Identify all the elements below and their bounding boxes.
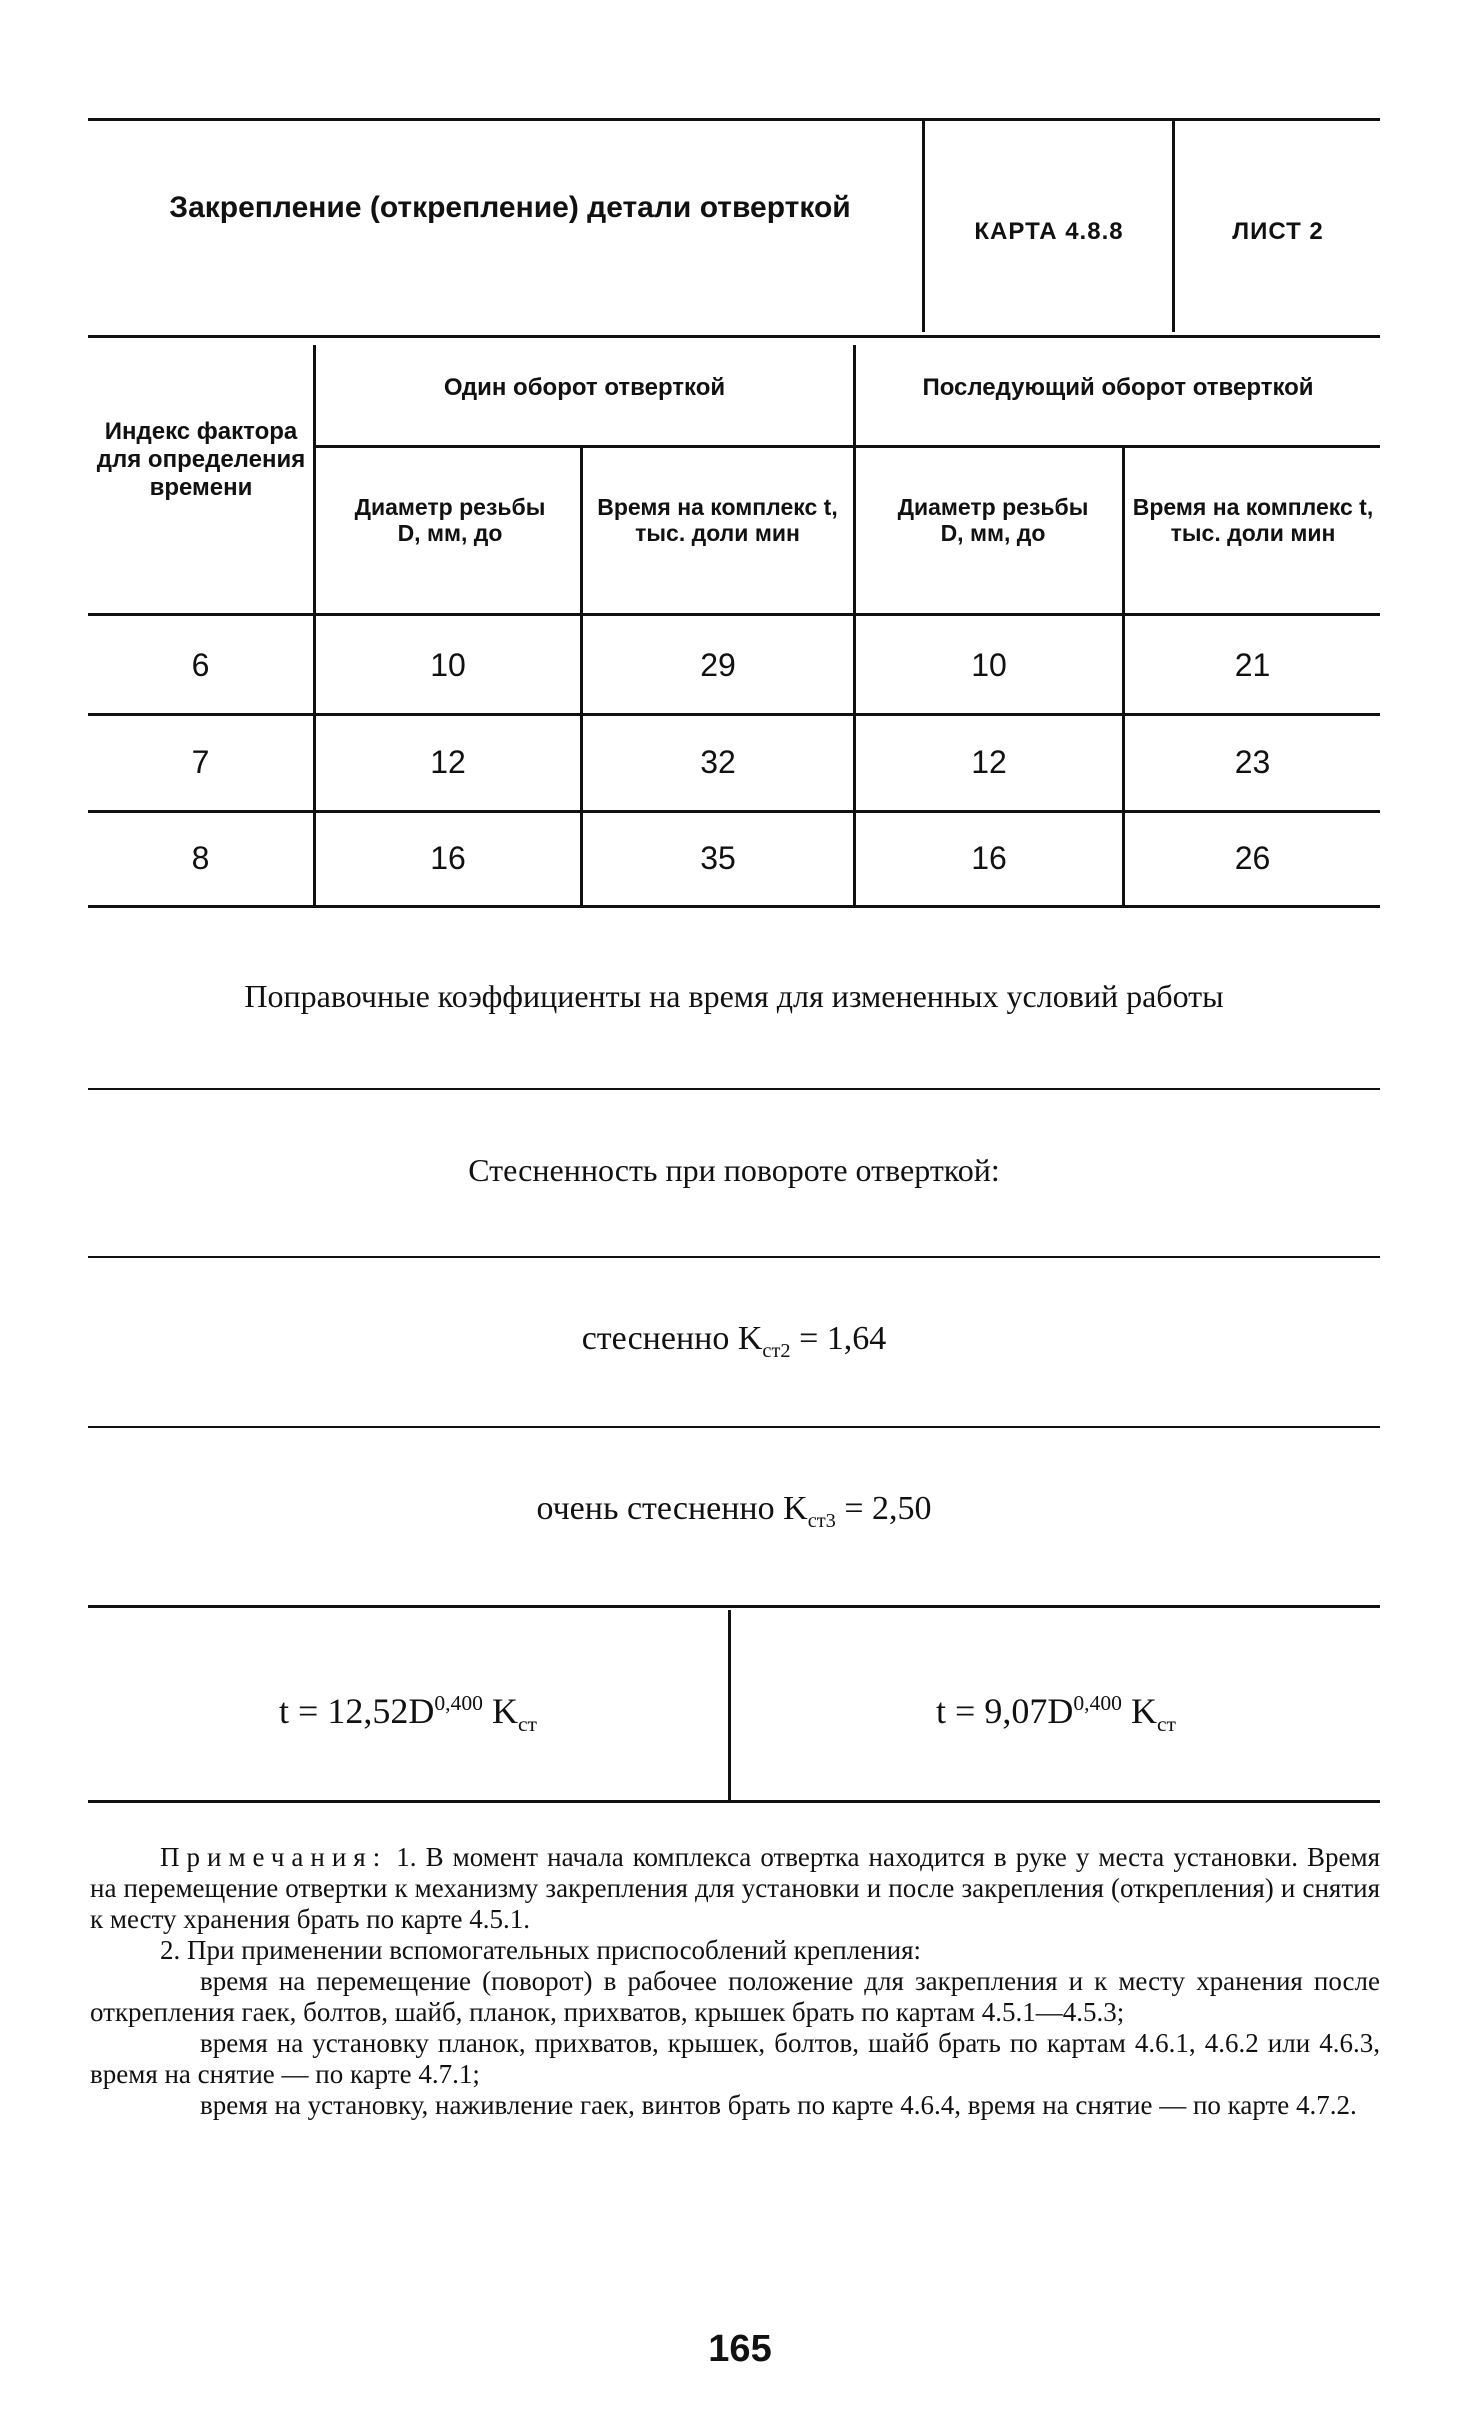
formula-left-k-subscript: ст xyxy=(517,1712,537,1737)
page-number: 165 xyxy=(708,2328,772,2370)
table-bottom-rule xyxy=(88,905,1380,908)
note-1 xyxy=(90,1842,1380,1935)
formula-left-exponent: 0,400 xyxy=(434,1691,483,1715)
col-divider-group xyxy=(853,345,856,905)
index-column-header: Индекс фактора для определения времени xyxy=(96,418,306,501)
formula-right-exponent: 0,400 xyxy=(1073,1691,1122,1715)
row-2-diameter-one: 12 xyxy=(430,744,466,780)
very-cramped-coefficient xyxy=(88,1490,1380,1533)
header-divider-1 xyxy=(922,120,925,332)
header-top-rule xyxy=(88,118,1380,121)
time-header-one: Время на комплекс t, тыс. доли мин xyxy=(597,494,838,546)
very-cramped-value: = 2,50 xyxy=(844,1490,932,1527)
group-header-rule-left xyxy=(316,445,853,448)
formulas-divider xyxy=(728,1610,731,1800)
corrections-rule-1 xyxy=(88,1088,1380,1090)
note-3: время на перемещение (поворот) в рабочее положение для закрепления и к месту хранения после открепления гаек, болтов, шайб, планок, прихватов, крышек брать по картам 4.5.1—4.5.3; xyxy=(90,1966,1380,2027)
notes-label: Примечания: xyxy=(160,1842,388,1872)
col-divider-index xyxy=(313,345,316,905)
sheet-number: ЛИСТ 2 xyxy=(1232,218,1324,245)
corrections-subheading: Стесненность при повороте отверткой: xyxy=(468,1152,1000,1188)
row-2-bottom-rule xyxy=(88,810,1380,813)
row-3-diameter-next: 16 xyxy=(971,840,1007,876)
notes-block xyxy=(90,1842,1380,2121)
row-2-diameter-next: 12 xyxy=(971,744,1007,780)
note-5: время на установку, наживление гаек, винтов брать по карте 4.6.4, время на снятие — по карте 4.7.2. xyxy=(200,2090,1357,2120)
cramped-value: = 1,64 xyxy=(799,1320,887,1357)
row-2-index: 7 xyxy=(191,744,210,780)
diameter-header-next: Диаметр резьбы D, мм, до xyxy=(897,494,1089,546)
row-3-time-one: 35 xyxy=(700,840,736,876)
formula-right-prefix: t = 9,07D xyxy=(936,1691,1074,1731)
formula-next-turn xyxy=(732,1690,1380,1737)
formulas-bottom-rule xyxy=(88,1800,1380,1803)
diameter-header-one: Диаметр резьбы D, мм, до xyxy=(354,494,546,546)
group-header-rule-right xyxy=(856,445,1380,448)
formula-one-turn xyxy=(88,1690,728,1737)
row-1-diameter-one: 10 xyxy=(430,647,466,683)
corrections-heading: Поправочные коэффициенты на время для измененных условий работы xyxy=(244,978,1224,1014)
card-number: КАРТА 4.8.8 xyxy=(974,218,1124,245)
note-1-text: 1. В момент начала комплекса отвертка находится в руке у места установки. Время на перемещение отвертки к механизму закрепления для установки и после закрепления (открепления) и снятия к месту хранения брать по карте 4.5.1. xyxy=(90,1842,1380,1934)
time-header-next: Время на комплекс t, тыс. доли мин xyxy=(1132,494,1374,546)
group-header-next-turn: Последующий оборот отверткой xyxy=(922,374,1314,401)
corrections-rule-2 xyxy=(88,1256,1380,1258)
note-2: 2. При применении вспомогательных приспособлений крепления: xyxy=(160,1935,921,1965)
formula-left-prefix: t = 12,52D xyxy=(279,1691,435,1731)
cramped-label: стесненно K xyxy=(581,1320,763,1357)
table-header-bottom-rule xyxy=(88,613,1380,616)
row-1-bottom-rule xyxy=(88,713,1380,716)
formula-left-k: K xyxy=(491,1691,518,1731)
corrections-rule-3 xyxy=(88,1426,1380,1428)
formula-right-k-subscript: ст xyxy=(1156,1712,1176,1737)
very-cramped-label: очень стесненно K xyxy=(536,1490,808,1527)
row-3-diameter-one: 16 xyxy=(430,840,466,876)
row-1-diameter-next: 10 xyxy=(971,647,1007,683)
header-bottom-rule xyxy=(88,335,1380,338)
row-3-index: 8 xyxy=(191,840,210,876)
header-divider-2 xyxy=(1172,120,1175,332)
row-1-time-one: 29 xyxy=(700,647,736,683)
note-4: время на установку планок, прихватов, крышек, болтов, шайб брать по картам 4.6.1, 4.6.2 или 4.6.3, время на снятие — по карте 4.7.1; xyxy=(90,2028,1380,2089)
cramped-subscript: ст2 xyxy=(762,1339,791,1362)
group-header-one-turn: Один оборот отверткой xyxy=(443,374,726,401)
formula-right-k: K xyxy=(1130,1691,1157,1731)
cramped-coefficient xyxy=(88,1320,1380,1363)
formulas-top-rule xyxy=(88,1605,1380,1608)
card-title: Закрепление (открепление) детали отверткой xyxy=(169,191,851,224)
row-2-time-next: 23 xyxy=(1234,744,1271,780)
row-2-time-one: 32 xyxy=(700,744,736,780)
row-1-time-next: 21 xyxy=(1234,647,1271,683)
row-3-time-next: 26 xyxy=(1234,840,1271,876)
row-1-index: 6 xyxy=(191,647,210,683)
very-cramped-subscript: ст3 xyxy=(807,1509,836,1532)
